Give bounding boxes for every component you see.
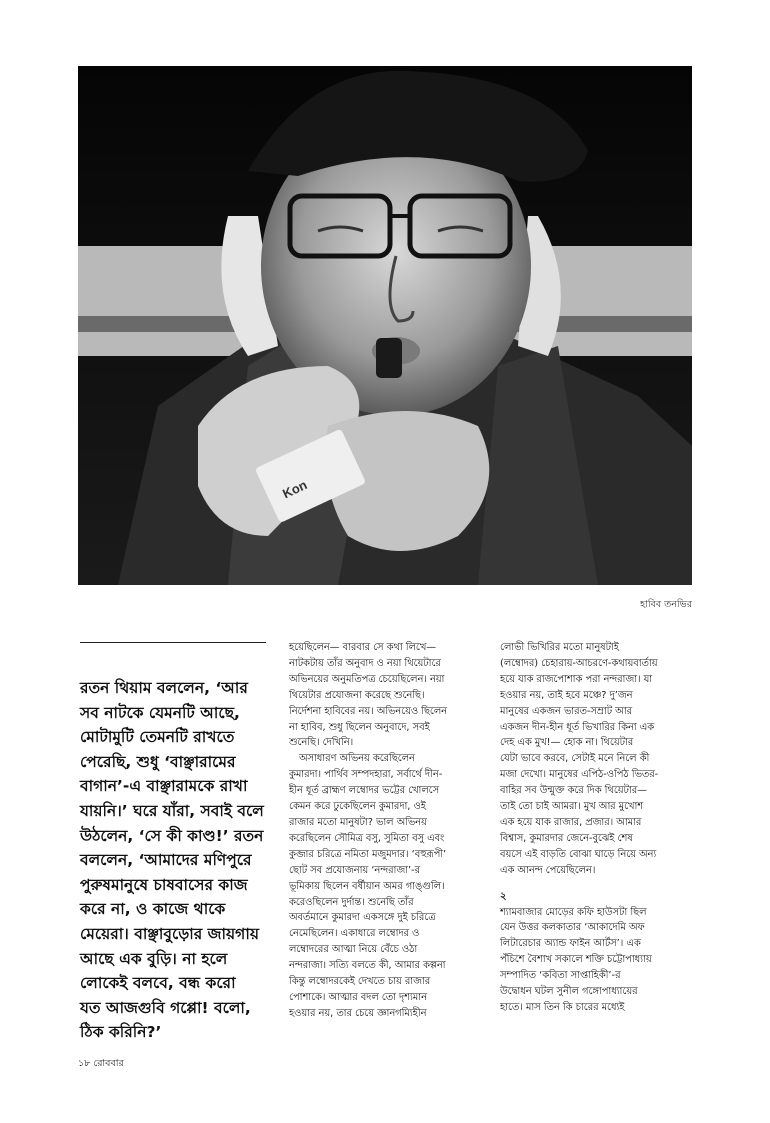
pull-quote-line: সব নাটকে যেমনটি আছে, [80, 703, 240, 722]
text-line: কুমারদা। পার্থিব সম্পদহারা, সর্বার্থে দীন- [289, 769, 443, 781]
pull-quote-line: ঠিক করিনি?’ [80, 1023, 162, 1042]
text-line: বাহির সব উন্মুক্ত করে দিক থিয়েটার— [500, 785, 647, 797]
pull-quote-line: যত আজগুবি গপ্পো! বলো, [80, 998, 251, 1017]
text-line: একজন দীন-হীন ধূর্ত ভিখারির কিনা এক [500, 721, 655, 733]
section-number: ২ [500, 890, 507, 902]
text-line: কেমন করে ঢুকেছিলেন কুমারদা, ওই [289, 801, 426, 813]
portrait-illustration [78, 66, 692, 585]
text-line: হাতে। মাস তিন কি চারের মধ্যেই [500, 1001, 625, 1013]
text-line: নেমেছিলেন। একাধারে লম্বোদর ও [289, 928, 420, 940]
text-line: করেওছিলেন দুর্দান্ত। শুনেছি তাঁর [289, 896, 414, 908]
text-line: কিন্তু লম্বোদরকেই দেখতে চায় রাজার [289, 976, 431, 988]
text-line: শুনেছি। দেখিনি। [289, 737, 354, 749]
pull-quote-line: লোকেই বলবে, বন্ধ করো [80, 974, 236, 993]
pull-quote-rule [80, 642, 266, 643]
photo-credit: হাবিব তনভির [640, 599, 692, 610]
article-column-2 [289, 640, 479, 1022]
article-column-3 [500, 640, 694, 1016]
text-line: লোভী ভিখিরির মতো মানুষটাই [500, 642, 619, 653]
text-line: দেহ এক মুখ!— হোক না। থিয়েটার [500, 737, 634, 749]
text-line: মজা দেখো। মানুষের এপিঠ-ওপিঠ ভিতর- [500, 769, 659, 781]
pull-quote-line: পুরুষমানুষে চাষবাসের কাজ [80, 875, 248, 894]
pull-quote-line: করে না, ও কাজে থাকে [80, 900, 226, 919]
text-line: থিয়েটার প্রযোজনা করেছে শুনেছি। [289, 689, 425, 701]
text-line: নির্দেশনা হাবিবের নয়। অভিনয়েও ছিলেন [289, 705, 447, 717]
text-line: নন্দরাজা। সত্যি বলতে কী, আমার কল্পনা [289, 960, 446, 972]
text-line: ছোট সব প্রযোজনায় ‘নন্দরাজা’-র [289, 864, 421, 876]
paragraph [500, 905, 694, 1016]
text-line: তাই তো চাই আমরা। মুখ আর মুখোশ [500, 801, 644, 813]
text-line: সম্পাদিত ‘কবিতা সাপ্তাহিকী’-র [500, 970, 621, 982]
paragraph [289, 640, 479, 751]
text-line: (লম্বোদর) চেহারায়-আচরণে-কথায়বার্তায় [500, 657, 658, 669]
text-line: হয়ে যাক রাজপোশাক পরা নন্দরাজা। যা [500, 673, 653, 685]
text-line: বয়সে এই বাড়তি বোঝা ঘাড়ে নিয়ে অন্য [500, 848, 657, 860]
text-line: ভূমিকায় ছিলেন বর্ষীয়ান অমর গাঙ্গুলি। [289, 880, 445, 892]
text-line: না হাবিব, শুধু ছিলেন অনুবাদে, সবই [289, 721, 430, 733]
paragraph [289, 751, 479, 1021]
text-line: অভিনয়ের অনুমতিপত্র চেয়েছিলেন। নয়া [289, 673, 445, 685]
text-line: পঁচিশে বৈশাখ সকালে শক্তি চট্টোপাধ্যায় [500, 954, 652, 966]
text-line: মানুষের একজন ভারত-সম্রাট আর [500, 705, 632, 717]
pull-quote-line: মোটামুটি তেমনটি রাখতে [80, 728, 235, 747]
portrait-photo [78, 66, 692, 585]
text-line: হীন ধূর্ত ব্রাহ্মণ লম্বোদর ভট্টের খোলসে [289, 785, 440, 797]
paragraph [500, 640, 694, 879]
pull-quote-line: বাগান’-এ বাঞ্ছারামকে রাখা [80, 777, 248, 796]
page-footer: ১৮ রোববার [78, 1058, 124, 1069]
pull-quote-line: উঠলেন, ‘সে কী কাণ্ড!’ রতন [80, 826, 264, 845]
text-line: কুব্জার চরিত্রে নমিতা মজুমদার। ‘বহুরূপী’ [289, 848, 447, 860]
pull-quote-line: পেরেছি, শুধু ‘বাঞ্ছারামের [80, 752, 236, 771]
pull-quote [80, 676, 275, 1045]
pull-quote-line: যায়নি।’ ঘরে যাঁরা, সবাই বলে [80, 801, 264, 820]
text-line: যেটা ভাবে করবে, সেটাই মনে নিলে কী [500, 753, 650, 765]
pull-quote-line: বললেন, ‘আমাদের মণিপুরে [80, 851, 252, 870]
text-line: করেছিলেন সৌমিত্র বসু, সুমিতা বসু এবং [289, 832, 445, 844]
pull-quote-line: রতন থিয়াম বললেন, ‘আর [80, 679, 248, 697]
text-line: পোশাকে। আত্মার বদল তো দৃশ্যমান [289, 991, 427, 1003]
text-line: অসাধারণ অভিনয় করেছিলেন [299, 753, 415, 765]
matchbox-label: Kon [280, 477, 310, 502]
text-line: নাটকটায় তাঁর অনুবাদ ও নয়া থিয়েটারে [289, 657, 441, 669]
text-line: হওয়ার নয়, তার চেয়ে জ্ঞানগম্যিহীন [289, 1007, 427, 1019]
text-line: হওয়ার নয়, তাই হবে মঞ্চে? দু’জন [500, 689, 633, 701]
text-line: লম্বোদরের আত্মা নিয়ে বেঁচে ওঠা [289, 944, 418, 956]
text-line: লিটারেচার অ্যান্ড ফাইন আর্টস’। এক [500, 938, 641, 950]
text-line: শ্যামবাজার মোড়ের কফি হাউসটা ছিল [500, 906, 647, 918]
text-line: যেন উত্তর কলকাতার ‘আকাদেমি অফ [500, 922, 645, 934]
text-line: হয়েছিলেন— বারবার সে কথা লিখে— [289, 642, 437, 653]
text-line: এক আনন্দ পেয়েছিলেন। [500, 864, 596, 876]
text-line: উদ্বোধন ঘটল সুনীল গঙ্গোপাধ্যায়ের [500, 986, 638, 998]
text-line: রাজার মতো মানুষটা? ভাল অভিনয় [289, 816, 427, 828]
text-line: বিশ্বাস, কুমারদার জেনে-বুঝেই শেষ [500, 832, 633, 844]
text-line: অবর্তমানে কুমারদা একসঙ্গে দুই চরিত্রে [289, 912, 436, 924]
pull-quote-line: মেয়েরা। বাঞ্ছাবুড়োর জায়গায় [80, 924, 259, 943]
pull-quote-line: আছে এক বুড়ি। না হলে [80, 949, 228, 968]
text-line: এক হয়ে যাক রাজার, প্রজার। আমার [500, 816, 642, 828]
